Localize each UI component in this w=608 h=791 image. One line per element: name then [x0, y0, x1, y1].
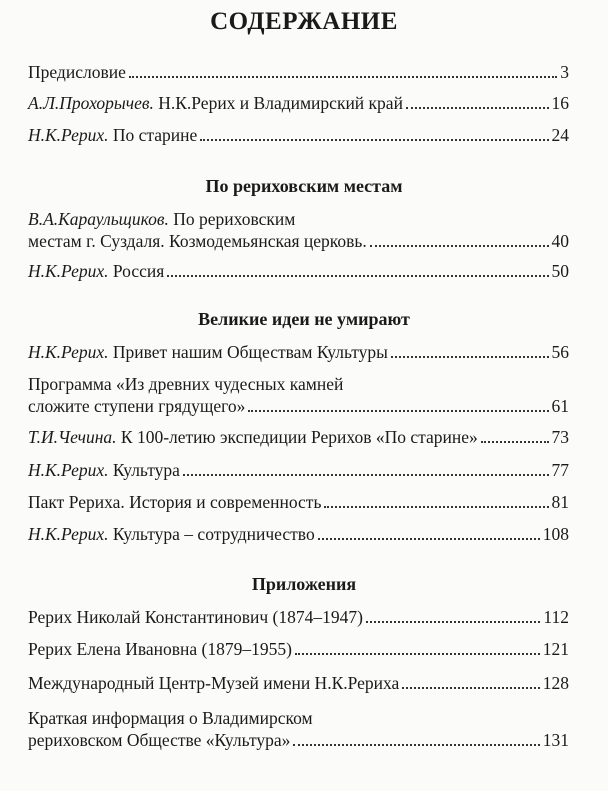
toc-entry-privet [28, 341, 569, 363]
dot-leader [324, 506, 548, 508]
entry-title: Пакт Рериха. История и современность [28, 492, 322, 512]
entry-author: Н.К.Рерих. [28, 460, 109, 480]
toc-entry-elena [28, 638, 569, 660]
entry-author: А.Л.Прохорычев. [28, 93, 154, 113]
entry-title: Россия [108, 261, 165, 281]
dot-leader [406, 107, 549, 109]
toc-entry-prokhorychev [28, 92, 569, 114]
entry-title: К 100-летию экспедиции Рерихов «По старине» [116, 427, 478, 447]
entry-page-number: 40 [551, 231, 569, 251]
entry-page-number: 61 [551, 396, 569, 416]
entry-title: Рерих Елена Ивановна (1879–1955) [28, 639, 292, 659]
dot-leader [318, 538, 540, 540]
section-heading: Приложения [251, 574, 357, 594]
toc-entry-kultura [28, 459, 569, 481]
entry-page-number: 108 [542, 524, 569, 544]
dot-leader [391, 356, 549, 358]
entry-title: Предисловие [28, 62, 126, 82]
page-title: СОДЕРЖАНИЕ [210, 8, 398, 35]
entry-title: Краткая информация о Владимирском [28, 708, 313, 728]
entry-page-number: 131 [542, 730, 569, 750]
entry-title-continued: сложите ступени грядущего» [28, 396, 246, 416]
dot-leader [366, 621, 540, 623]
entry-page-number: 112 [543, 607, 569, 627]
toc-entry-preface [28, 61, 569, 83]
entry-title: Программа «Из древних чудесных камней [28, 374, 344, 394]
toc-entry-museum [28, 672, 569, 694]
entry-page-number: 3 [560, 62, 569, 82]
dot-leader [370, 245, 549, 247]
entry-author: Н.К.Рерих. [28, 342, 109, 362]
dot-leader [481, 441, 549, 443]
entry-author: Н.К.Рерих. [28, 261, 109, 281]
entry-author: Т.И.Чечина. [28, 427, 117, 447]
entry-title: Н.К.Рерих и Владимирский край [153, 93, 403, 113]
entry-title: По старине [108, 125, 198, 145]
entry-author: Н.К.Рерих. [28, 125, 109, 145]
entry-title: Рерих Николай Константинович (1874–1947) [28, 607, 363, 627]
dot-leader [402, 687, 539, 689]
entry-page-number: 81 [551, 492, 569, 512]
entry-title: Культура – сотрудничество [108, 524, 315, 544]
dot-leader [167, 275, 548, 277]
entry-title-continued: рериховском Обществе «Культура» [28, 730, 291, 750]
entry-author: Н.К.Рерих. [28, 524, 109, 544]
entry-title: Международный Центр-Музей имени Н.К.Рериха [28, 673, 400, 693]
toc-entry-sotrudnichestvo [28, 523, 569, 545]
dot-leader [183, 474, 549, 476]
dot-leader [248, 410, 548, 412]
entry-page-number: 128 [542, 673, 569, 693]
toc-entry-chechina [28, 426, 569, 448]
entry-title: Привет нашим Обществам Культуры [108, 342, 388, 362]
toc-entry-programma [28, 373, 569, 417]
toc-entry-nikolai [28, 606, 569, 628]
dot-leader [295, 653, 540, 655]
entry-page-number: 77 [551, 460, 569, 480]
entry-page-number: 16 [551, 93, 569, 113]
entry-title: Культура [108, 460, 180, 480]
section-heading: Великие идеи не умирают [198, 309, 410, 329]
entry-page-number: 50 [551, 261, 569, 281]
toc-entry-society [28, 707, 569, 751]
entry-page-number: 56 [551, 342, 569, 362]
toc-entry-pakt [28, 491, 569, 513]
dot-leader [129, 76, 557, 78]
dot-leader [293, 744, 539, 746]
section-heading: По рериховским местам [205, 176, 403, 196]
entry-title-continued: местам г. Суздаля. Козмодемьянская церковь. [28, 231, 367, 251]
entry-title: По рериховским [168, 209, 296, 229]
entry-author: В.А.Караульщиков. [28, 209, 169, 229]
entry-page-number: 24 [551, 125, 569, 145]
entry-page-number: 73 [551, 427, 569, 447]
entry-page-number: 121 [542, 639, 569, 659]
toc-entry-rossiya [28, 260, 569, 282]
toc-entry-po-starine [28, 124, 569, 146]
dot-leader [200, 139, 548, 141]
toc-entry-karaulshchikov [28, 208, 569, 252]
